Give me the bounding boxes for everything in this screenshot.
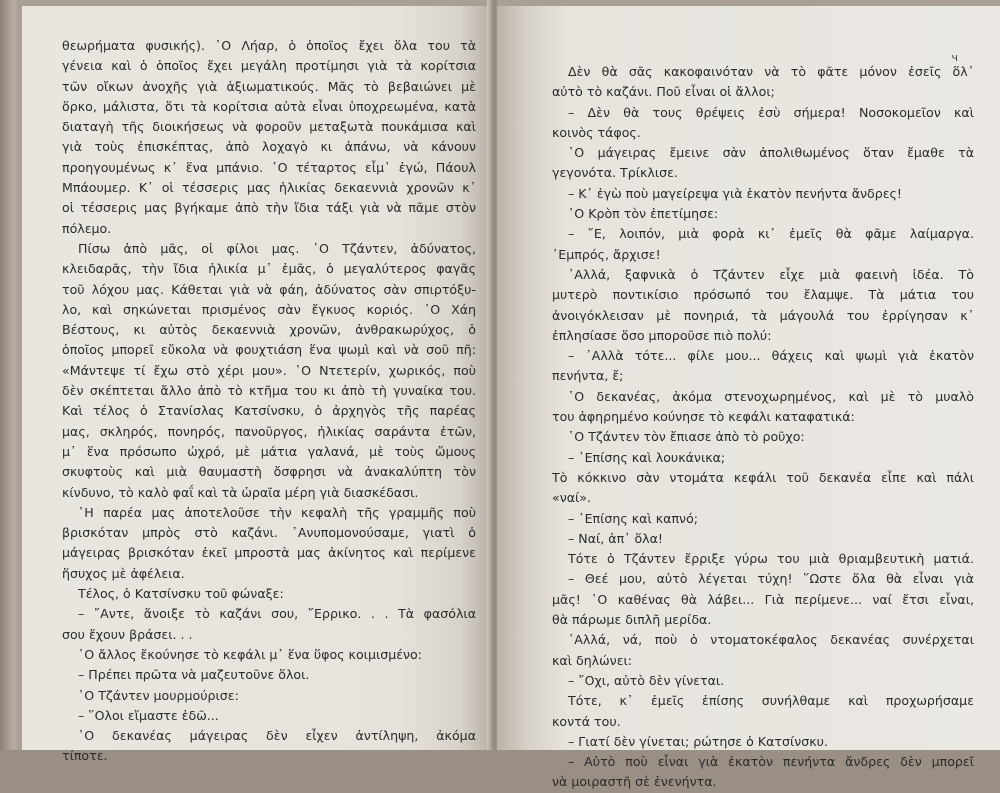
text-line: – ᾿Επίσης καὶ λουκάνικα;	[568, 449, 726, 465]
text-line: ῾Η παρέα μας ἀποτελοῦσε τὴν κεφαλὴ τῆς γραμμῆς ποὺ	[78, 504, 476, 520]
text-line: ῾Ο ἄλλος ἔκούνησε τὸ κεφάλι μ᾿ ἕνα ὕφος κοιμισμένο:	[78, 646, 422, 662]
text-line: ῾Ο Τζάντεν τὸν ἔπιασε ἀπὸ τὸ ροῦχο:	[568, 429, 805, 445]
text-line: – Κ᾿ ἐγὼ ποὺ μαγείρεψα γιὰ ἑκατὸν πενήντα ἄνδρες!	[568, 185, 902, 201]
text-line: του ἀφηρημένο κούνησε τὸ κεφάλι καταφατικά:	[552, 409, 855, 425]
text-line: γένεια καὶ ὁ ὁποῖος ἔχει μεγάλη προτίμησι γιὰ τὰ κορίτσια	[62, 58, 476, 74]
text-line: ῾Ο μάγειρας ἔμεινε σὰν ἀπολιθωμένος ὅταν ἔμαθε τὰ	[568, 145, 974, 161]
text-line: – Γιατί δὲν γίνεται; ρώτησε ὁ Κατσίνσκυ.	[568, 733, 828, 749]
text-line: πόλεμο.	[62, 220, 112, 236]
text-line: Μπάουμερ. Κ᾿ οἱ τέσσερις μας ἡλικίας δεκαεννιὰ χρονῶν κ᾿	[62, 180, 476, 196]
text-line: – Αὐτὸ ποὺ εἶναι γιὰ ἑκατὸν πενήντα ἄνδρες δὲν μπορεῖ	[568, 754, 974, 770]
text-line: ῾Ο Κρὸπ τὸν ἐπετίμησε:	[568, 206, 719, 222]
right-page-text	[552, 62, 974, 793]
text-line: – Πρέπει πρῶτα νὰ μαζευτοῦνε ὅλοι.	[78, 667, 310, 683]
text-line: μ᾿ ἕνα πρόσωπο ὠχρό, μὲ μάτια γαλανά, μὲ τοὺς ὤμους	[62, 443, 476, 459]
text-line: – ῎Ε, λοιπόν, μιὰ φορὰ κι᾿ ἐμεῖς θὰ φᾶμε λαίμαργα.	[568, 226, 974, 242]
text-line: κίνδυνο, τὸ καλὸ φαΐ καὶ τὰ ὡραῖα μέρη γιὰ διασκέδασι.	[62, 484, 419, 500]
text-line: – ῞Ολοι εἴμαστε ἐδῶ...	[78, 707, 219, 723]
page-number: ч	[951, 51, 958, 64]
text-line: κοινὸς τάφος.	[552, 124, 641, 140]
text-line: ἀνοιγόκλεισαν μὲ πονηριά, τὰ μάγουλά του ἐρρίγησαν κ᾿	[552, 307, 974, 323]
text-line: ἐπλησίασε ὅσο μποροῦσε πιὸ πολύ:	[552, 327, 772, 343]
text-line: ῾Ο Τζάντεν μουρμούρισε:	[78, 687, 239, 703]
text-line: μας, σκληρός, πονηρός, πανοῦργος, ἡλικίας σαράντα ἐτῶν,	[62, 423, 476, 439]
text-line: ὅρκο, μάλιστα, ὅτι τὰ κορίτσια αὐτὰ εἶναι ὑποχρεωμένα, κατὰ	[62, 98, 476, 114]
text-line: Τότε ὁ Τζάντεν ἔρριξε γύρω του μιὰ θριαμβευτικὴ ματιά.	[568, 551, 974, 567]
text-line: σου ἔχουν βράσει. . .	[62, 626, 193, 642]
text-line: διαταγὴ τῆς διοικήσεως νὰ φοροῦν μεταξωτὰ πουκάμισα καὶ	[62, 119, 476, 135]
text-line: μᾶς! ῾Ο καθένας θὰ λάβει... Γιὰ περίμενε... ναί ἔτσι εἶναι,	[552, 591, 974, 607]
text-line: σκυφτοὺς καὶ μιὰ θαυμαστὴ ὄσφρησι νὰ ἀνακαλύπτη τὸν	[62, 464, 476, 480]
text-line: «Μάντεψε τί ἔχω στὸ χέρι μου». ῾Ο Ντετερίν, χωρικός, ποὺ	[62, 362, 476, 378]
text-line: ᾿Αλλά, νά, ποὺ ὁ ντοματοκέφαλος δεκανέας συνέρχεται	[568, 632, 974, 648]
left-page-text	[62, 36, 476, 767]
text-line: τοῦ λόχου μας. Κάθεται γιὰ νὰ φάη, ἀδύνατος σὰν σπιρτόξυ-	[62, 281, 476, 297]
text-line: – ᾿Αλλὰ τότε... φίλε μου... θάχεις καὶ ψωμὶ γιὰ ἑκατὸν	[568, 348, 974, 364]
text-line: – ῎Αντε, ἄνοιξε τὸ καζάνι σου, ῎Ερρικο. . . Τὰ φασόλια	[78, 606, 476, 622]
text-line: τίποτε.	[62, 748, 108, 764]
left-page	[22, 6, 492, 764]
text-line: ἥσυχος μὲ ἀφέλεια.	[62, 565, 185, 581]
text-line: βρισκόταν μπρὸς στὸ καζάνι. ᾿Ανυπομονούσαμε, γιατὶ ὁ	[62, 525, 476, 541]
text-line: λο, καὶ σηκώνεται πρισμένος σὰν ἔγκυος κοριός. ῾Ο Χάη	[62, 301, 476, 317]
text-line: ᾿Αλλά, ξαφνικὰ ὁ Τζάντεν εἶχε μιὰ φαεινὴ ἰδέα. Τὸ	[568, 266, 974, 282]
text-line: – Ναί, ἀπ᾿ ὅλα!	[568, 530, 663, 546]
text-line: Βέστους, κι αὐτὸς δεκαεννιὰ χρονῶν, ἀνθρακωρύχος, ὁ	[62, 322, 476, 338]
text-line: – Θεέ μου, αὐτὸ λέγεται τύχη! ῞Ωστε ὅλα θὰ εἶναι γιὰ	[568, 571, 974, 587]
text-line: νὰ μοιραστῆ σὲ ἐνενήντα.	[552, 774, 717, 790]
text-line: – ῎Οχι, αὐτὸ δὲν γίνεται.	[568, 672, 725, 688]
right-page	[497, 6, 1000, 790]
text-line: τῶν οἴκων ἀνοχῆς γιὰ ἀξιωματικούς. Μᾶς τὸ βεβαιώνει μὲ	[62, 78, 476, 94]
text-line: Τὸ κόκκινο σὰν ντομάτα κεφάλι τοῦ δεκανέα εἶπε καὶ πάλι	[552, 469, 974, 485]
text-line: πενήντα, ἔ;	[552, 368, 624, 384]
text-line: δὲν σκέπτεται ἄλλο ἀπὸ τὸ κτῆμα του κι ἀπὸ τὴ γυναίκα του.	[62, 383, 476, 399]
text-line: – Δὲν θὰ τους θρέψεις ἐσὺ σήμερα! Νοσοκομεῖον καὶ	[568, 104, 974, 120]
text-line: ὁποῖος μπορεῖ εὔκολα νὰ φουχτιάση ἕνα ψωμὶ καὶ νὰ σοῦ πῆ:	[62, 342, 476, 358]
text-line: οἱ τέσσερις μας βγήκαμε ἀπὸ τὴν ἴδια τάξι γιὰ νὰ πᾶμε στὸν	[62, 200, 476, 216]
text-line: Τότε, κ᾿ ἐμεῖς ἐπίσης συνήλθαμε καὶ προχωρήσαμε	[568, 693, 974, 709]
text-line: καὶ δηλώνει:	[552, 652, 633, 668]
text-line: Καὶ τέλος ὁ Στανίσλας Κατσίνσκυ, ὁ ἀρχηγὸς τῆς παρέας	[62, 403, 476, 419]
text-line: ᾿Εμπρός, ἄρχισε!	[552, 246, 661, 262]
text-line: Δὲν θὰ σᾶς κακοφαινόταν νὰ τὸ φᾶτε μόνον ἐσεῖς ὅλ᾿	[568, 64, 974, 79]
text-line: προηγουμένως κ᾿ ἕνα μπάνιο. ῾Ο τέταρτος εἶμ᾿ ἐγώ, Πάουλ	[62, 159, 476, 175]
text-line: ῾Ο δεκανέας, ἀκόμα στενοχωρημένος, καὶ μὲ τὸ μυαλὸ	[568, 388, 974, 404]
text-line: κλειδαρᾶς, τὴν ἴδια ἡλικία μ᾿ ἐμᾶς, ὁ μεγαλύτερος φαγᾶς	[62, 261, 476, 277]
text-line: Πίσω ἀπὸ μᾶς, οἱ φίλοι μας. ῾Ο Τζάντεν, ἀδύνατος,	[78, 240, 476, 256]
text-line: – ᾿Επίσης καὶ καπνό;	[568, 510, 699, 526]
text-line: Τέλος, ὁ Κατσίνσκυ τοῦ φώναξε:	[78, 586, 284, 602]
text-line: ῾Ο δεκανέας μάγειρας δὲν εἶχεν ἀντίληψη, ἀκόμα	[78, 728, 476, 744]
text-line: γεγονότα. Τρίκλισε.	[552, 165, 678, 181]
text-line: μάγειρας βρισκόταν ἐκεῖ μπροστὰ μας ἀκίνητος καὶ περίμενε	[62, 545, 476, 561]
text-line: αὐτὸ τὸ καζάνι. Ποῦ εἶναι οἱ ἄλλοι;	[552, 84, 775, 100]
text-line: κοντά του.	[552, 713, 621, 729]
text-line: θεωρήματα φυσικής). ῾Ο Λήαρ, ὁ ὁποῖος ἔχει ὅλα του τὰ	[62, 38, 476, 53]
text-line: «ναί».	[552, 490, 592, 506]
text-line: γιὰ τοὺς ἐπισκέπτας, ἀπὸ λοχαγὸ κι ἀπάνω, νὰ κάνουν	[62, 139, 476, 155]
text-line: μυτερὸ ποντικίσιο πρόσωπό του ἔλαμψε. Τὰ μάτια του	[552, 287, 974, 303]
text-line: θὰ πάρωμε διπλῆ μερίδα.	[552, 612, 712, 628]
